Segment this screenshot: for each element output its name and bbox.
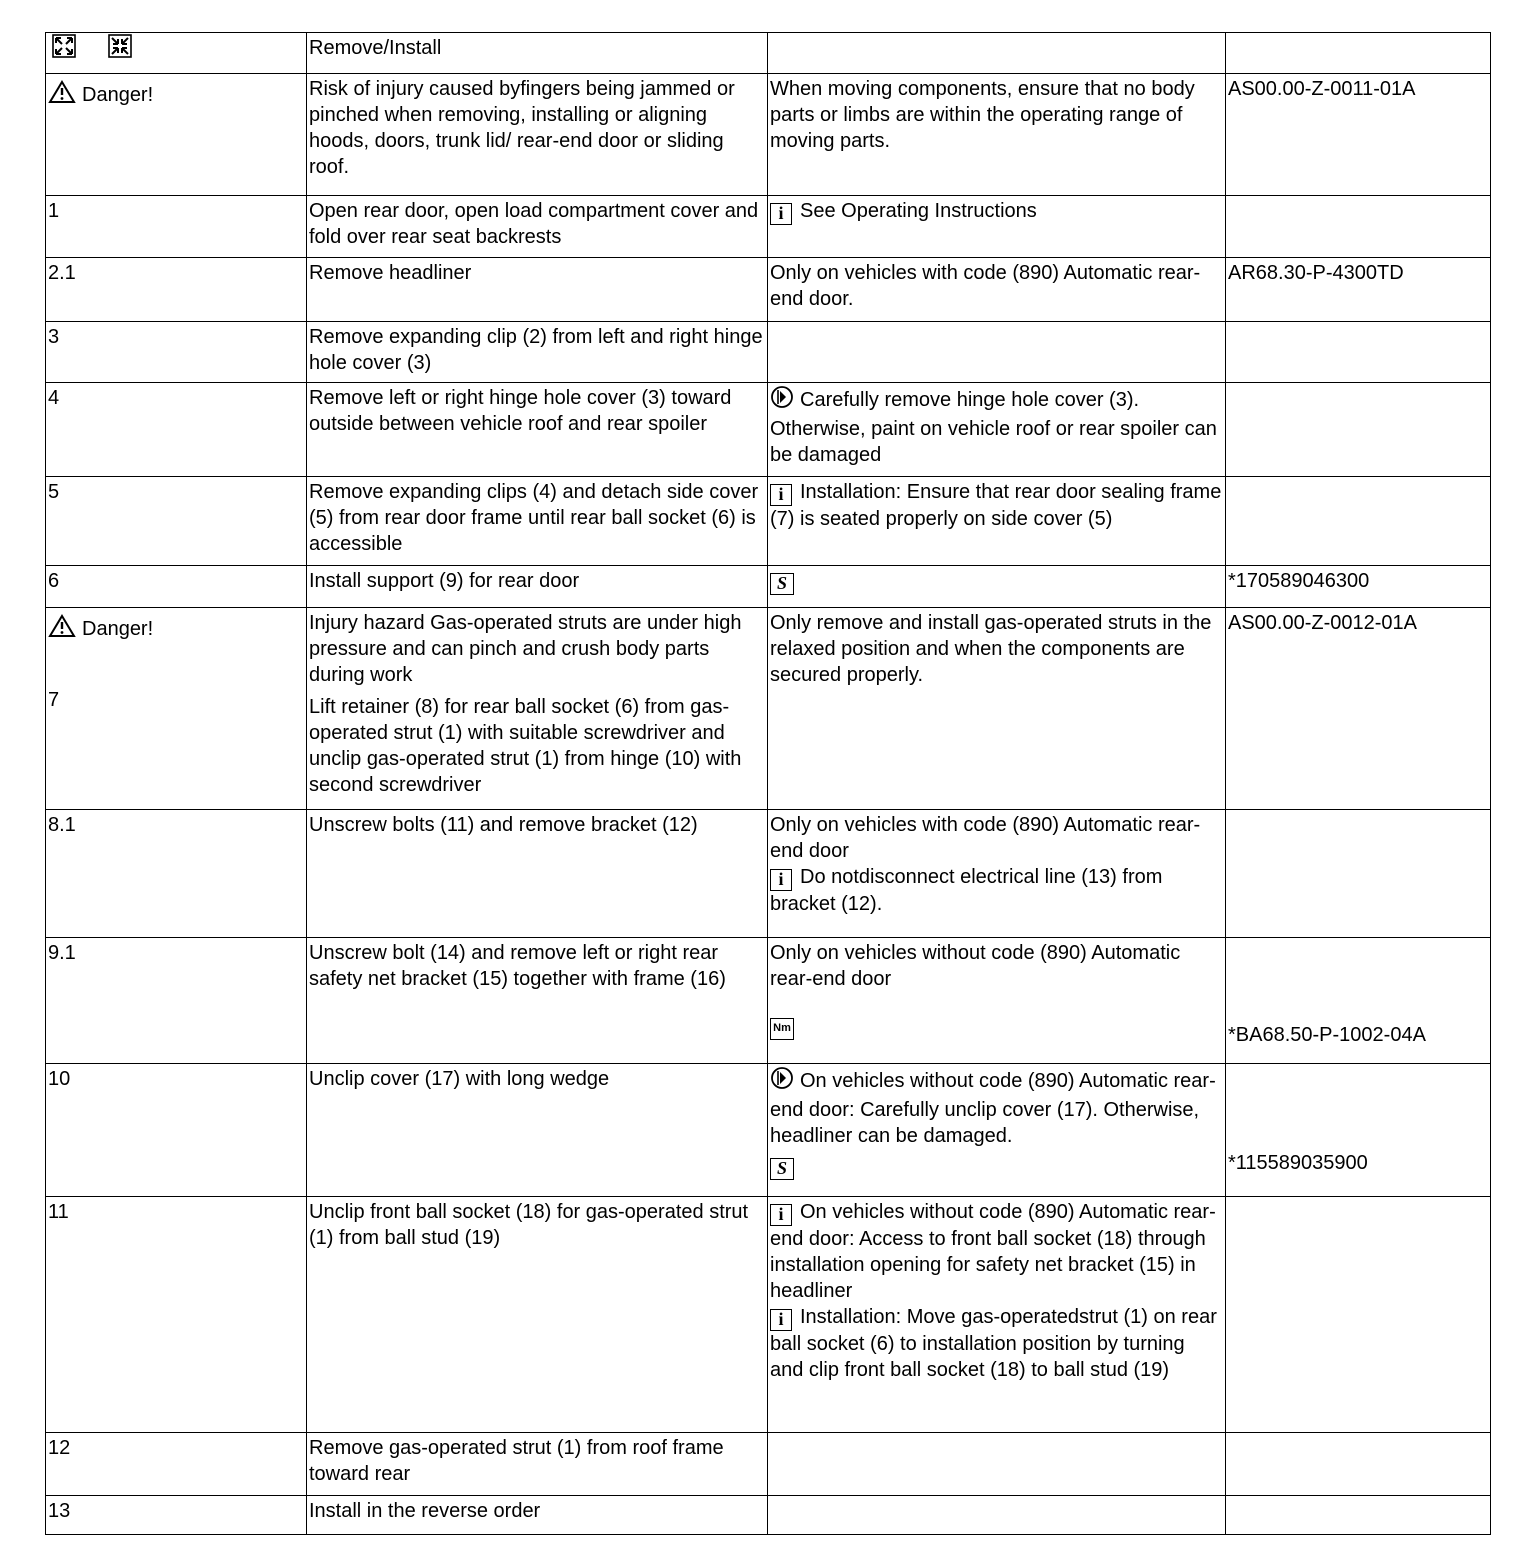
caution-icon [770, 385, 794, 416]
step-note: Installation: Move gas-operatedstrut (1) on rear ball socket (6) to installation position by turning and clip front ball socket (18) to ball stud (19) [770, 1306, 1217, 1381]
torque-icon: Nm [770, 1018, 794, 1040]
step-number: 11 [46, 1197, 307, 1433]
table-row [46, 196, 1491, 258]
doc-reference-link[interactable]: AS00.00-Z-0012-01A [1226, 608, 1491, 810]
step-number: 4 [46, 383, 307, 477]
table-row [46, 810, 1491, 938]
table-row [46, 258, 1491, 322]
step-note: When moving components, ensure that no body parts or limbs are within the operating range of moving parts. [768, 74, 1226, 196]
step-description: Unscrew bolts (11) and remove bracket (12) [307, 810, 768, 938]
header-title: Remove/Install [307, 33, 768, 74]
step-description: Remove left or right hinge hole cover (3) toward outside between vehicle roof and rear spoiler [307, 383, 768, 477]
danger-label: Danger! [82, 618, 154, 640]
table-row [46, 1197, 1491, 1433]
step-number: 12 [46, 1433, 307, 1496]
step-description: Injury hazard Gas-operated struts are under high pressure and can pinch and crush body parts during work [309, 612, 742, 686]
table-row [46, 1064, 1491, 1197]
step-description: Remove expanding clip (2) from left and right hinge hole cover (3) [307, 322, 768, 383]
tool-number-link[interactable]: *115589035900 [1228, 1152, 1368, 1174]
step-note: On vehicles without code (890) Automatic rear-end door: Carefully unclip cover (17). Otherwise, headliner can be damaged. [770, 1070, 1216, 1147]
step-number: 10 [46, 1064, 307, 1197]
header-icons-cell [46, 33, 307, 74]
step-description: Remove gas-operated strut (1) from roof frame toward rear [307, 1433, 768, 1496]
table-row [46, 608, 1491, 810]
torque-reference-link[interactable]: *BA68.50-P-1002-04A [1228, 1024, 1426, 1046]
step-description: Risk of injury caused byfingers being jammed or pinched when removing, installing or aligning hoods, doors, trunk lid/ rear-end door or sliding roof. [307, 74, 768, 196]
step-number: 7 [48, 689, 60, 711]
danger-cell [46, 74, 307, 196]
step-description: Unclip cover (17) with long wedge [307, 1064, 768, 1197]
step-number: 9.1 [46, 938, 307, 1064]
step-description: Remove headliner [307, 258, 768, 322]
table-row [46, 74, 1491, 196]
step-description: Unclip front ball socket (18) for gas-operated strut (1) from ball stud (19) [307, 1197, 768, 1433]
step-note: Only on vehicles without code (890) Automatic rear-end door [770, 942, 1181, 990]
table-row [46, 322, 1491, 383]
collapse-icon [108, 34, 132, 65]
table-row [46, 938, 1491, 1064]
step-number: 8.1 [46, 810, 307, 938]
warning-icon [48, 80, 76, 111]
warning-icon [48, 614, 76, 645]
table-row [46, 566, 1491, 608]
step-note: Only on vehicles with code (890) Automatic rear-end door. [768, 258, 1226, 322]
step-description: Remove expanding clips (4) and detach side cover (5) from rear door frame until rear ball socket (6) is accessible [307, 477, 768, 566]
info-icon: i [770, 869, 792, 891]
table-row [46, 1496, 1491, 1535]
info-icon: i [770, 1309, 792, 1331]
step-number: 5 [46, 477, 307, 566]
step-description: Install support (9) for rear door [307, 566, 768, 608]
info-icon: i [770, 1204, 792, 1226]
table-row [46, 1433, 1491, 1496]
step-description: Open rear door, open load compartment cover and fold over rear seat backrests [307, 196, 768, 258]
step-note: Do notdisconnect electrical line (13) from bracket (12). [770, 866, 1163, 915]
step-note: On vehicles without code (890) Automatic rear-end door: Access to front ball socket (18) through installation opening for safety net bracket (15) in headliner [770, 1201, 1216, 1302]
doc-reference-link[interactable]: AR68.30-P-4300TD [1226, 258, 1491, 322]
table-row [46, 33, 1491, 74]
step-note: See Operating Instructions [800, 200, 1037, 222]
info-icon: i [770, 203, 792, 225]
step-note: Only on vehicles with code (890) Automatic rear-end door [770, 814, 1201, 862]
special-tool-icon: S [770, 1158, 794, 1180]
step-description: Install in the reverse order [307, 1496, 768, 1535]
step-description: Unscrew bolt (14) and remove left or right rear safety net bracket (15) together with frame (16) [307, 938, 768, 1064]
special-tool-icon: S [770, 573, 794, 595]
step-number: 2.1 [46, 258, 307, 322]
expand-icon [52, 34, 76, 65]
table-row [46, 477, 1491, 566]
step-description: Lift retainer (8) for rear ball socket (6) from gas-operated strut (1) with suitable screwdriver and unclip gas-operated strut (1) from hinge (10) with second screwdriver [309, 696, 742, 796]
step-number: 13 [46, 1496, 307, 1535]
info-icon: i [770, 484, 792, 506]
step-note: Installation: Ensure that rear door sealing frame (7) is seated properly on side cover (5) [770, 481, 1222, 530]
table-row [46, 383, 1491, 477]
caution-icon [770, 1066, 794, 1097]
danger-label: Danger! [82, 84, 154, 106]
step-number: 3 [46, 322, 307, 383]
step-note: Carefully remove hinge hole cover (3). Otherwise, paint on vehicle roof or rear spoiler can be damaged [770, 389, 1217, 466]
procedure-table [45, 32, 1491, 1535]
tool-number-link[interactable]: *170589046300 [1226, 566, 1491, 608]
step-number: 1 [46, 196, 307, 258]
step-number: 6 [46, 566, 307, 608]
step-note: Only remove and install gas-operated struts in the relaxed position and when the components are secured properly. [768, 608, 1226, 810]
doc-reference-link[interactable]: AS00.00-Z-0011-01A [1226, 74, 1491, 196]
